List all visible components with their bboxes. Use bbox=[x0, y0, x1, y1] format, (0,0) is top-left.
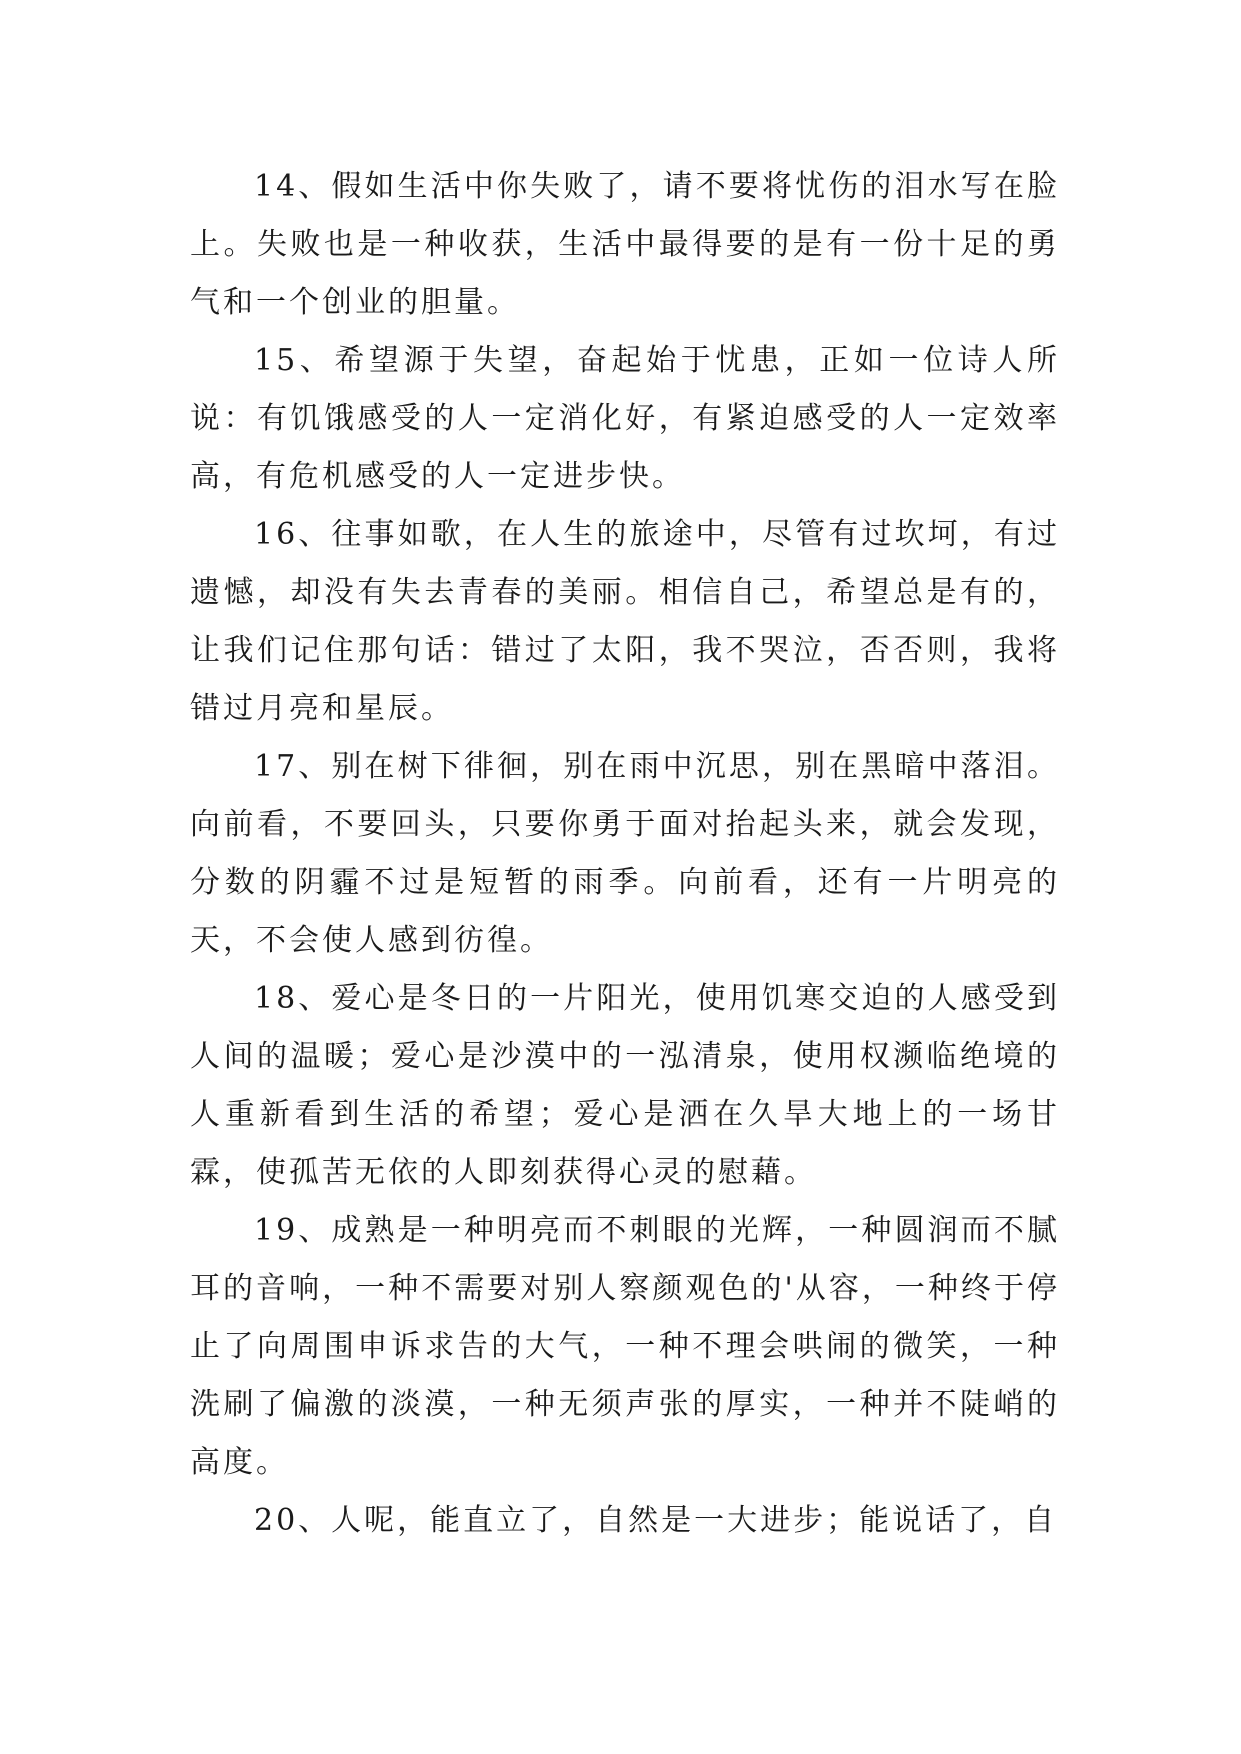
paragraph-14: 14、假如生活中你失败了，请不要将忧伤的泪水写在脸上。失败也是一种收获，生活中最得要的是有一份十足的勇气和一个创业的胆量。 bbox=[190, 169, 1060, 320]
paragraph-18: 18、爱心是冬日的一片阳光，使用饥寒交迫的人感受到人间的温暖；爱心是沙漠中的一泓清泉，使用权濒临绝境的人重新看到生活的希望；爱心是洒在久旱大地上的一场甘霖，使孤苦无依的人即刻获得心灵的慰藉。 bbox=[190, 981, 1060, 1190]
document-body bbox=[190, 158, 1060, 1550]
paragraph-19: 19、成熟是一种明亮而不刺眼的光辉，一种圆润而不腻耳的音响，一种不需要对别人察颜观色的'从容，一种终于停止了向周围申诉求告的大气，一种不理会哄闹的微笑，一种洗刷了偏激的淡漠，一种无须声张的厚实，一种并不陡峭的高度。 bbox=[190, 1213, 1060, 1480]
paragraph-16: 16、往事如歌，在人生的旅途中，尽管有过坎坷，有过遗憾，却没有失去青春的美丽。相信自己，希望总是有的，让我们记住那句话：错过了太阳，我不哭泣，否否则，我将错过月亮和星辰。 bbox=[190, 517, 1060, 726]
paragraph-20: 20、人呢，能直立了，自然是一大进步；能说话了，自 bbox=[254, 1503, 1058, 1538]
paragraph-17: 17、别在树下徘徊，别在雨中沉思，别在黑暗中落泪。向前看，不要回头，只要你勇于面对抬起头来，就会发现，分数的阴霾不过是短暂的雨季。向前看，还有一片明亮的天，不会使人感到彷徨。 bbox=[190, 749, 1060, 958]
paragraph-15: 15、希望源于失望，奋起始于忧患，正如一位诗人所说：有饥饿感受的人一定消化好，有紧迫感受的人一定效率高，有危机感受的人一定进步快。 bbox=[190, 343, 1060, 494]
